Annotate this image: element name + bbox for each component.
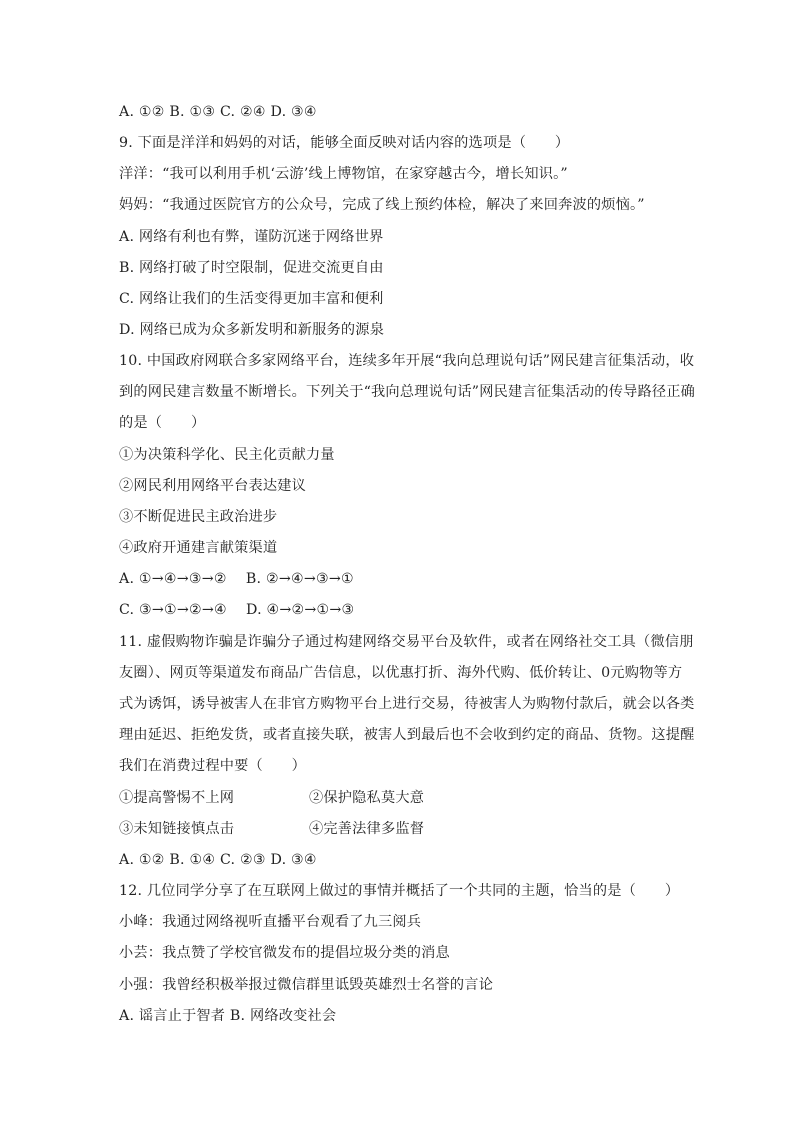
q9-option-a: A. 网络有利也有弊，谨防沉迷于网络世界 — [119, 229, 384, 245]
q10-item-3: ③不断促进民主政治进步 — [119, 509, 278, 525]
q9-stem: 9. 下面是洋洋和妈妈的对话，能够全面反映对话内容的选项是（ ） — [119, 135, 570, 151]
q11-item-1: ①提高警惕不上网 — [119, 790, 235, 806]
q9-option-c: C. 网络让我们的生活变得更加丰富和便利 — [119, 291, 384, 307]
q10-options-line-2: C. ③→①→②→④ D. ④→②→①→③ — [119, 602, 355, 618]
q12-statement-xiaofeng: 小峰：我通过网络视听直播平台观看了九三阅兵 — [119, 914, 422, 930]
q11-stem-line-5: 我们在消费过程中要（ ） — [119, 758, 307, 774]
q10-stem-line-1: 10. 中国政府网联合多家网络平台，连续多年开展“我向总理说句话”网民建言征集活动，收 — [119, 353, 695, 369]
q8-options: A. ①② B. ①③ C. ②④ D. ③④ — [119, 104, 317, 120]
q10-stem-line-2: 到的网民建言数量不断增长。下列关于“我向总理说句话”网民建言征集活动的传导路径正确 — [119, 384, 696, 400]
q11-item-4: ④完善法律多监督 — [309, 821, 425, 837]
q10-stem-line-3: 的是（ ） — [119, 415, 206, 431]
q11-stem-line-3: 式为诱饵，诱导被害人在非官方购物平台上进行交易，待被害人为购物付款后，就会以各类 — [119, 696, 695, 712]
q10-item-1: ①为决策科学化、民主化贡献力量 — [119, 447, 335, 463]
q9-option-d: D. 网络已成为众多新发明和新服务的源泉 — [119, 322, 385, 338]
q9-yangyang-quote: 洋洋：“我可以利用手机‘云游’线上博物馆，在家穿越古今，增长知识。” — [119, 166, 568, 182]
q12-statement-xiaoqiang: 小强：我曾经积极举报过微信群里诋毁英雄烈士名誉的言论 — [119, 977, 494, 993]
q9-option-b: B. 网络打破了时空限制，促进交流更自由 — [119, 260, 384, 276]
q11-stem-line-2: 友圈）、网页等渠道发布商品广告信息，以优惠打折、海外代购、低价转让、0元购物等方 — [119, 665, 683, 681]
q10-options-line-1: A. ①→④→③→② B. ②→④→③→① — [119, 571, 354, 587]
q12-statement-xiaoyun: 小芸：我点赞了学校官微发布的提倡垃圾分类的消息 — [119, 945, 450, 961]
q11-stem-line-1: 11. 虚假购物诈骗是诈骗分子通过构建网络交易平台及软件，或者在网络社交工具（微信朋 — [119, 634, 694, 650]
q11-stem-line-4: 理由延迟、拒绝发货，或者直接失联，被害人到最后也不会收到约定的商品、货物。这提醒 — [119, 727, 695, 743]
q12-stem: 12. 几位同学分享了在互联网上做过的事情并概括了一个共同的主题，恰当的是（ ） — [119, 883, 680, 899]
q12-options: A. 谣言止于智者 B. 网络改变社会 — [119, 1008, 337, 1024]
q9-mama-quote: 妈妈：“我通过医院官方的公众号，完成了线上预约体检，解决了来回奔波的烦恼。” — [119, 197, 645, 213]
q11-options: A. ①② B. ①④ C. ②③ D. ③④ — [119, 852, 317, 868]
q11-item-3: ③未知链接慎点击 — [119, 821, 235, 837]
q10-item-4: ④政府开通建言献策渠道 — [119, 540, 278, 556]
q10-item-2: ②网民利用网络平台表达建议 — [119, 478, 307, 494]
q11-item-2: ②保护隐私莫大意 — [309, 790, 425, 806]
